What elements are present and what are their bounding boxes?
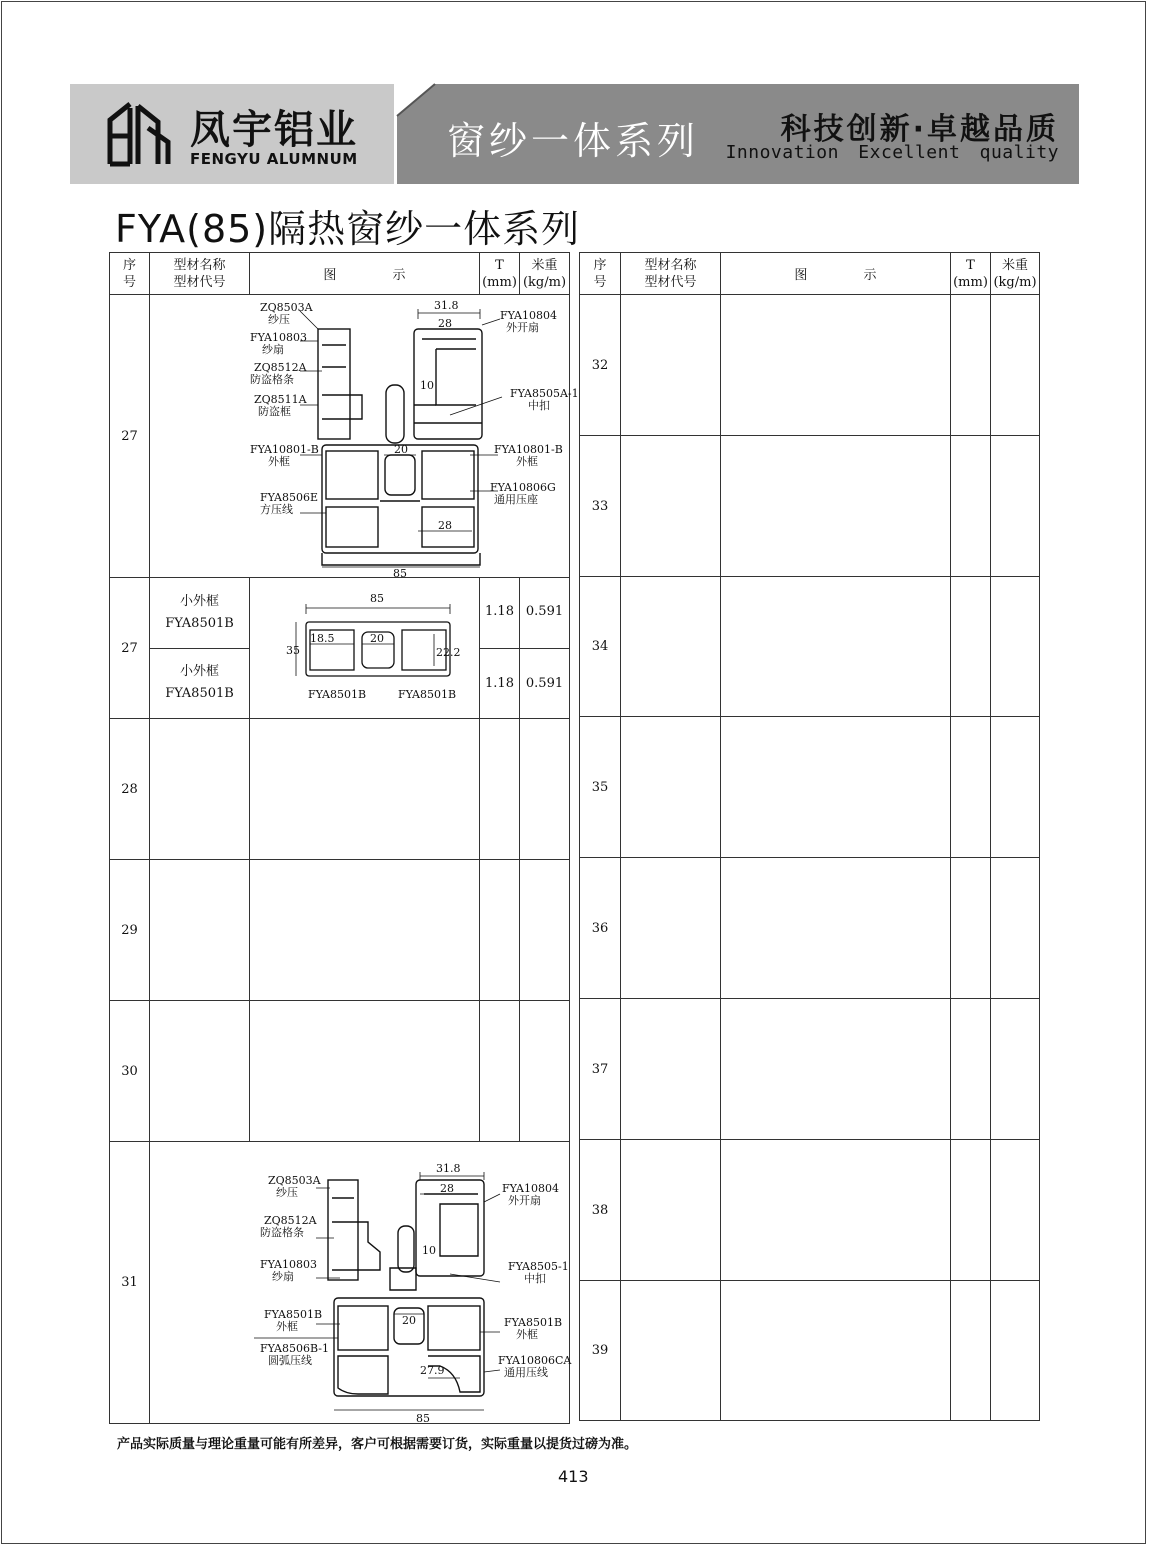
small-frame-drawing-cell — [250, 578, 480, 719]
thickness-value: 1.18 — [480, 648, 520, 719]
empty-cell — [150, 719, 250, 860]
page-title: FYA(85)隔热窗纱一体系列 — [115, 207, 581, 251]
label-fya10806ca-desc: 通用压线 — [504, 1366, 548, 1379]
assembly-drawing-cell — [150, 295, 579, 580]
slogan-en: Innovation Excellent quality — [725, 142, 1059, 163]
thickness-value: 1.18 — [480, 578, 520, 649]
brand-logo-icon — [100, 98, 180, 170]
header-seq: 序 号 — [110, 253, 150, 295]
label-zq8503a-desc: 纱压 — [268, 313, 290, 326]
label-fya10804-desc: 外开扇 — [506, 321, 539, 334]
label-fya10801b-left-desc: 外框 — [268, 455, 290, 468]
row-number: 34 — [580, 577, 621, 717]
label-fya10804: FYA10804 — [502, 1182, 559, 1195]
header-figure: 图 示 — [250, 253, 480, 295]
empty-cell — [621, 1140, 721, 1281]
label-zq8512a: ZQ8512A — [254, 361, 307, 374]
empty-cell — [621, 295, 721, 436]
empty-cell — [520, 860, 570, 1001]
weight-value: 0.591 — [520, 648, 570, 719]
dim-20: 20 — [370, 632, 384, 645]
empty-cell — [721, 1281, 951, 1421]
table-row — [110, 860, 570, 1001]
empty-cell — [721, 577, 951, 717]
empty-cell — [951, 858, 991, 999]
row-number: 39 — [580, 1281, 621, 1421]
table-row — [580, 436, 1040, 577]
row-number: 27 — [110, 578, 150, 719]
table-row — [580, 999, 1040, 1140]
brand-block — [70, 84, 394, 184]
table-row — [580, 295, 1040, 436]
table-row — [580, 1140, 1040, 1281]
header-name: 型材名称 型材代号 — [150, 253, 250, 295]
row-number: 33 — [580, 436, 621, 577]
dim-31-8: 31.8 — [434, 299, 459, 312]
empty-cell — [721, 436, 951, 577]
label-fya85051: FYA8505-1 — [508, 1260, 569, 1273]
weight-value: 0.591 — [520, 578, 570, 649]
table-row — [110, 578, 570, 649]
brand-name-cn: 凤宇铝业 — [190, 107, 358, 153]
empty-cell — [621, 1281, 721, 1421]
label-fya10801b-right: FYA10801-B — [494, 443, 563, 456]
label-zq8512a: ZQ8512A — [264, 1214, 317, 1227]
row-number: 28 — [110, 719, 150, 860]
empty-cell — [951, 577, 991, 717]
label-fya8506e-desc: 方压线 — [260, 503, 293, 516]
empty-cell — [520, 1001, 570, 1142]
left-spec-table — [109, 252, 579, 1425]
empty-cell — [250, 1001, 480, 1142]
header-seq: 序 号 — [580, 253, 621, 295]
label-fya10806g-desc: 通用压座 — [494, 493, 538, 506]
profile-name-cell: 小外框 FYA8501B — [150, 648, 250, 719]
empty-cell — [991, 999, 1040, 1140]
label-zq8503a: ZQ8503A — [260, 301, 313, 314]
empty-cell — [991, 1140, 1040, 1281]
label-zq8511a-desc: 防盗框 — [258, 405, 291, 418]
row-number: 30 — [110, 1001, 150, 1142]
empty-cell — [991, 295, 1040, 436]
empty-cell — [991, 858, 1040, 999]
label-fya8505a1-desc: 中扣 — [528, 399, 550, 412]
row-number: 36 — [580, 858, 621, 999]
header-thickness: T (mm) — [951, 253, 991, 295]
dim-31-8: 31.8 — [436, 1162, 461, 1175]
label-fya8506b1-desc: 圆弧压线 — [268, 1354, 312, 1367]
dim-85: 85 — [393, 567, 407, 580]
label-fya10806ca: FYA10806CA — [498, 1354, 572, 1367]
header-figure: 图 示 — [721, 253, 951, 295]
profile-name-cell: 小外框 FYA8501B — [150, 578, 250, 649]
label-fya8501b-right: FYA8501B — [504, 1316, 563, 1329]
dim-10: 10 — [420, 379, 434, 392]
table-row — [110, 295, 570, 578]
label-zq8511a: ZQ8511A — [254, 393, 307, 406]
table-row — [110, 1001, 570, 1142]
table-header-row — [110, 253, 570, 295]
dim-10: 10 — [422, 1244, 436, 1257]
label-fya10804: FYA10804 — [500, 309, 557, 322]
dim-28: 28 — [440, 1182, 454, 1195]
assembly-drawing-2 — [150, 1142, 570, 1423]
empty-cell — [150, 860, 250, 1001]
label-fya10801b-left: FYA10801-B — [250, 443, 319, 456]
row-number: 31 — [110, 1142, 150, 1424]
dim-20: 20 — [394, 443, 408, 456]
empty-cell — [951, 295, 991, 436]
label-zq8503a: ZQ8503A — [268, 1174, 321, 1187]
empty-cell — [991, 717, 1040, 858]
row-number: 29 — [110, 860, 150, 1001]
label-zq8503a-desc: 纱压 — [276, 1186, 298, 1199]
table-header-row — [580, 253, 1040, 295]
empty-cell — [150, 1001, 250, 1142]
footnote: 产品实际质量与理论重量可能有所差异，客户可根据需要订货，实际重量以提货过磅为准。 — [117, 1437, 638, 1452]
header-weight: 米重 (kg/m) — [991, 253, 1040, 295]
label-fya8501b-left-desc: 外框 — [276, 1320, 298, 1333]
table-row — [580, 577, 1040, 717]
empty-cell — [951, 999, 991, 1140]
label-zq8512a-desc: 防盗格条 — [250, 373, 294, 386]
banner-notch-decoration — [395, 80, 445, 120]
series-banner — [397, 84, 1079, 184]
dim-85: 85 — [370, 592, 384, 605]
assembly-drawing-1 — [150, 295, 579, 580]
empty-cell — [951, 717, 991, 858]
assembly-drawing-cell — [150, 1142, 570, 1424]
label-fya8506b1: FYA8506B-1 — [260, 1342, 329, 1355]
table-row — [580, 717, 1040, 858]
empty-cell — [250, 719, 480, 860]
empty-cell — [621, 577, 721, 717]
dim-27-9: 27.9 — [420, 1364, 445, 1377]
label-fya8501b-left: FYA8501B — [308, 688, 367, 701]
empty-cell — [951, 436, 991, 577]
table-row — [580, 1281, 1040, 1421]
header-name: 型材名称 型材代号 — [621, 253, 721, 295]
page-number: 413 — [558, 1467, 589, 1486]
series-title: 窗纱一体系列 — [447, 119, 700, 163]
empty-cell — [991, 1281, 1040, 1421]
empty-cell — [250, 860, 480, 1001]
label-fya10803: FYA10803 — [260, 1258, 317, 1271]
dim-18-5: 18.5 — [310, 632, 335, 645]
label-fya8501b-left: FYA8501B — [264, 1308, 323, 1321]
table-row — [580, 858, 1040, 999]
empty-cell — [480, 860, 520, 1001]
label-fya8506e: FYA8506E — [260, 491, 319, 504]
empty-cell — [621, 436, 721, 577]
label-fya85051-desc: 中扣 — [524, 1272, 546, 1285]
row-number: 27 — [110, 295, 150, 578]
empty-cell — [721, 717, 951, 858]
label-fya10803-desc: 纱扇 — [272, 1270, 294, 1283]
empty-cell — [721, 1140, 951, 1281]
empty-cell — [621, 858, 721, 999]
brand-name-en: FENGYU ALUMNUM — [190, 150, 358, 168]
empty-cell — [480, 1001, 520, 1142]
row-number: 35 — [580, 717, 621, 858]
empty-cell — [951, 1281, 991, 1421]
empty-cell — [621, 999, 721, 1140]
header-weight: 米重 (kg/m) — [520, 253, 570, 295]
empty-cell — [721, 999, 951, 1140]
empty-cell — [951, 1140, 991, 1281]
label-zq8512a-desc: 防盗格条 — [260, 1226, 304, 1239]
row-number: 37 — [580, 999, 621, 1140]
dim-22-2: 22.2 — [436, 646, 461, 659]
slogan-cn: 科技创新·卓越品质 — [780, 112, 1059, 147]
right-spec-table — [579, 252, 1040, 1421]
label-fya10804-desc: 外开扇 — [508, 1194, 541, 1207]
empty-cell — [520, 719, 570, 860]
label-fya8501b-right-desc: 外框 — [516, 1328, 538, 1341]
row-number: 38 — [580, 1140, 621, 1281]
header-thickness: T (mm) — [480, 253, 520, 295]
row-number: 32 — [580, 295, 621, 436]
empty-cell — [721, 858, 951, 999]
label-fya8501b-right: FYA8501B — [398, 688, 457, 701]
label-fya10803: FYA10803 — [250, 331, 307, 344]
empty-cell — [621, 717, 721, 858]
label-fya10801b-right-desc: 外框 — [516, 455, 538, 468]
empty-cell — [991, 577, 1040, 717]
small-frame-drawing — [250, 578, 480, 718]
table-row — [110, 1142, 570, 1424]
label-fya10803-desc: 纱扇 — [262, 343, 284, 356]
empty-cell — [480, 719, 520, 860]
dim-85: 85 — [416, 1412, 430, 1425]
dim-35: 35 — [286, 644, 300, 657]
empty-cell — [721, 295, 951, 436]
dim-28-bottom: 28 — [438, 519, 452, 532]
dim-20: 20 — [402, 1314, 416, 1327]
label-fya10806g: FYA10806G — [490, 481, 556, 494]
label-fya8505a1: FYA8505A-1 — [510, 387, 579, 400]
table-row — [110, 719, 570, 860]
empty-cell — [991, 436, 1040, 577]
dim-28-top: 28 — [438, 317, 452, 330]
